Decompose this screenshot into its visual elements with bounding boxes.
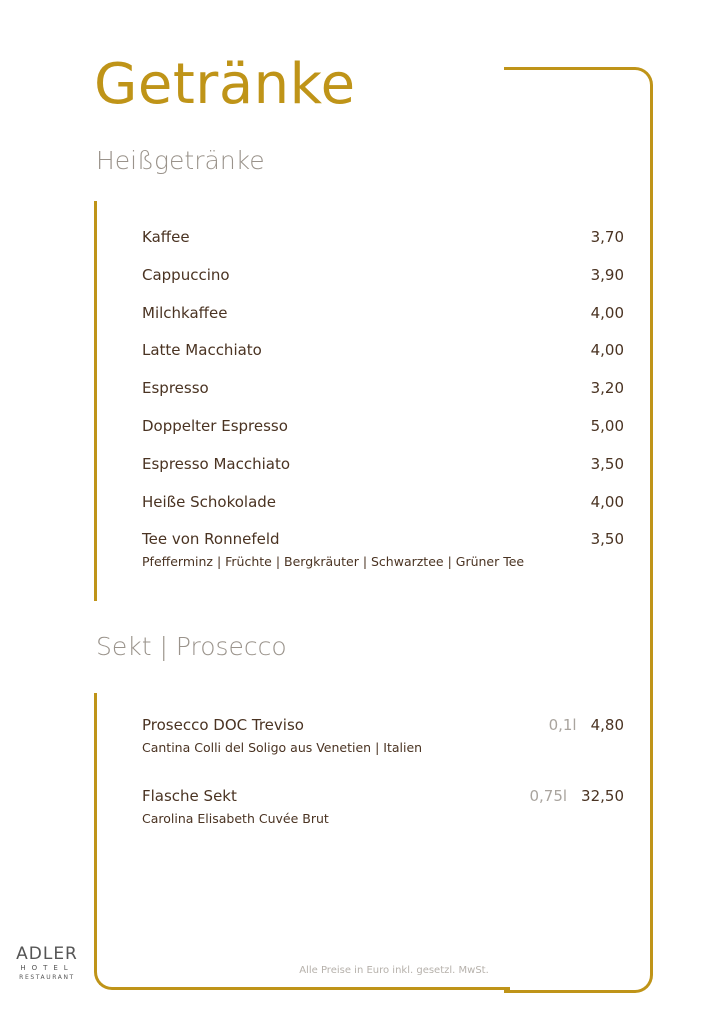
item-name: Cappuccino [142,266,230,284]
item-description: Carolina Elisabeth Cuvée Brut [142,811,329,826]
item-name: Doppelter Espresso [142,417,288,435]
item-name: Espresso [142,379,209,397]
menu-item [142,493,624,515]
section-title-hot-drinks: Heißgetränke [96,146,265,175]
item-name: Tee von Ronnefeld [142,530,280,548]
item-volume: 0,75l [529,787,568,805]
item-name: Kaffee [142,228,190,246]
logo-hotel: HOTEL [20,964,74,972]
item-name: Heiße Schokolade [142,493,277,511]
menu-item [142,341,624,363]
item-price: 3,50 [590,455,624,473]
section-accent-bar [94,201,97,601]
menu-item [142,228,624,250]
section-accent-bar [94,693,97,953]
menu-item [142,787,624,826]
logo-name: ADLER [16,944,78,964]
price-footnote: Alle Preise in Euro inkl. gesetzl. MwSt. [299,965,489,976]
hotel-logo [12,944,82,981]
item-name: Prosecco DOC Treviso [142,716,304,734]
item-price: 4,00 [590,341,624,359]
page-title: Getränke [94,52,356,117]
menu-item [142,417,624,439]
item-name: Espresso Macchiato [142,455,291,473]
item-volume: 0,1l [548,716,577,734]
item-name: Latte Macchiato [142,341,262,359]
item-price: 3,20 [590,379,624,397]
item-price: 32,50 [581,787,624,805]
section-title-sparkling: Sekt | Prosecco [96,632,287,661]
item-price: 4,80 [590,716,624,734]
frame-border-bottom [150,987,510,990]
item-name: Milchkaffee [142,304,228,322]
menu-item [142,455,624,477]
logo-restaurant: RESTAURANT [19,974,75,981]
menu-item [142,379,624,401]
item-price: 4,00 [590,493,624,511]
item-description: Cantina Colli del Soligo aus Venetien | Italien [142,740,423,755]
item-price: 3,90 [590,266,624,284]
item-price: 3,50 [590,530,624,548]
item-price: 4,00 [590,304,624,322]
item-price: 3,70 [590,228,624,246]
menu-item [142,716,624,755]
item-name: Flasche Sekt [142,787,237,805]
item-description: Pfefferminz | Früchte | Bergkräuter | Schwarztee | Grüner Tee [142,554,525,569]
menu-item [142,266,624,288]
menu-item [142,304,624,326]
menu-item [142,530,624,569]
item-price: 5,00 [590,417,624,435]
